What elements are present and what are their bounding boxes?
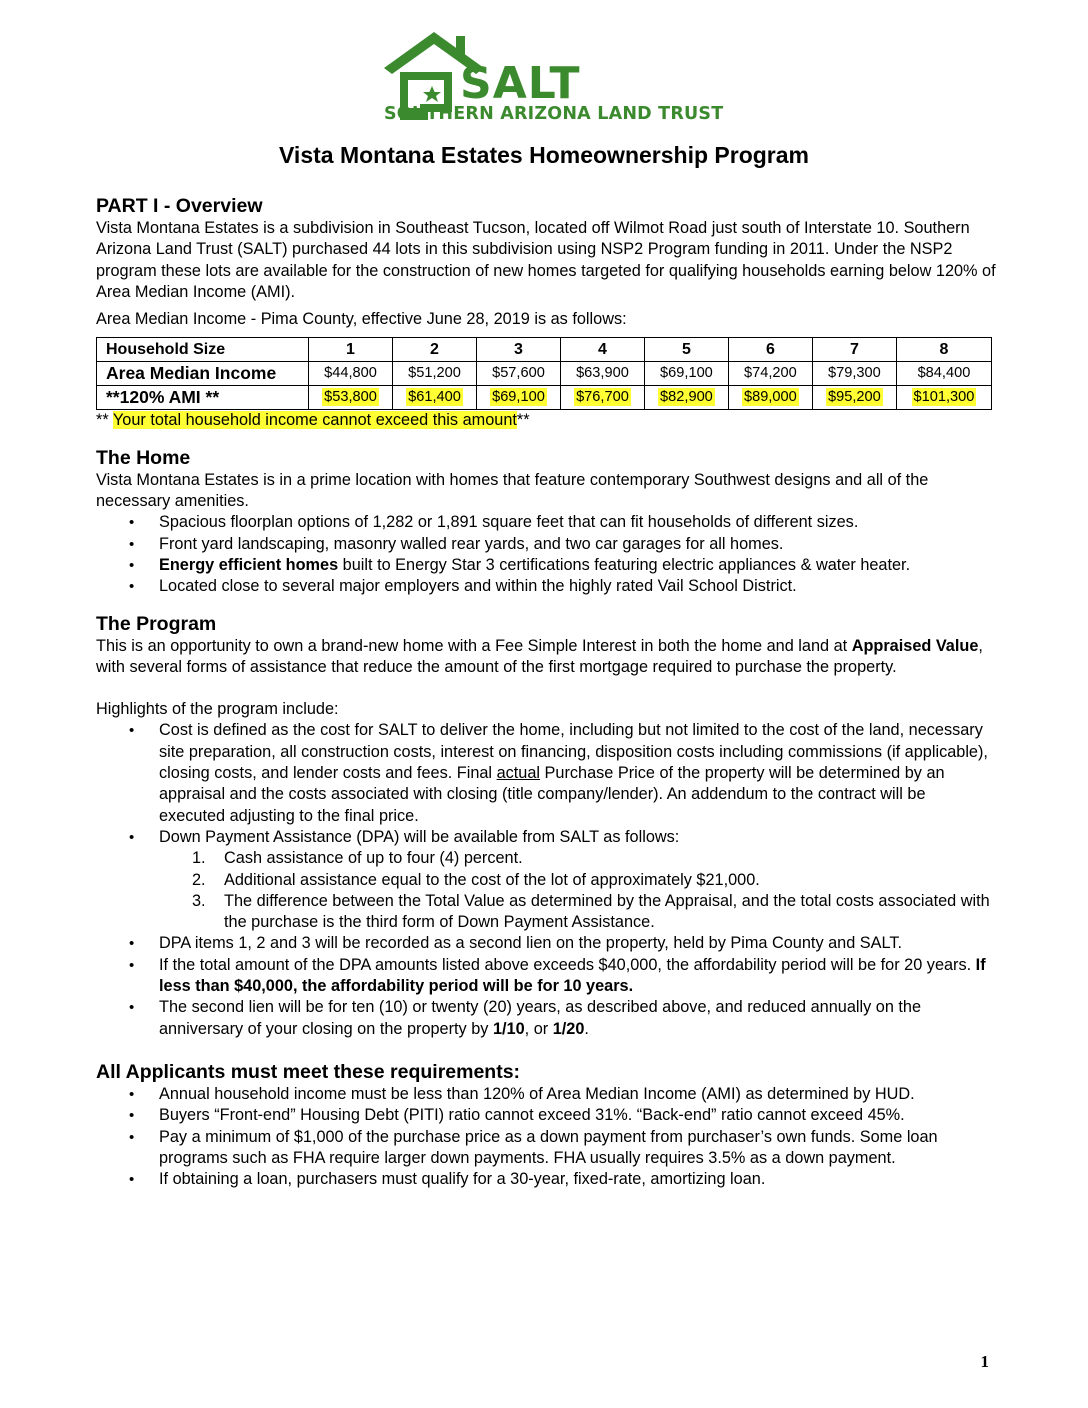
list-item: • Buyers “Front-end” Housing Debt (PITI) ratio cannot exceed 31%. “Back-end” ratio cannot exceed 45%. — [159, 1105, 996, 1126]
table-cell: $84,400 — [896, 362, 991, 386]
list-item-text: built to Energy Star 3 certifications featuring electric appliances & water heater. — [338, 555, 911, 574]
list-item-text: Cash assistance of up to four (4) percent. — [224, 849, 523, 868]
list-item-text: If the total amount of the DPA amounts listed above exceeds $40,000, the affordability period will be for 20 years. — [159, 955, 976, 974]
list-item-text: Cost is defined as the cost for SALT to deliver the home, including but not limited to the cost of the land, necessary site preparation, all construction costs, interest on financing, disposition costs including commissions (if applicable), closing costs, and lender costs and fees. Final — [159, 721, 988, 783]
table-cell: 3 — [476, 338, 560, 362]
list-number: 2. — [192, 870, 206, 889]
bold-text: 1/10 — [492, 1019, 525, 1038]
table-cell: 6 — [728, 338, 812, 362]
list-item-text: , or — [524, 1019, 553, 1038]
list-item — [159, 720, 996, 826]
list-item: • Pay a minimum of $1,000 of the purchase price as a down payment from purchaser’s own funds. Some loan programs such as FHA require larger down payments. FHA usually requires 3.5% as a down payment. — [159, 1127, 996, 1170]
home-paragraph: Vista Montana Estates is in a prime location with homes that feature contemporary Southwest designs and all of the necessary amenities. — [96, 470, 929, 511]
list-item: • Spacious floorplan options of 1,282 or 1,891 square feet that can fit households of different sizes. — [159, 512, 996, 533]
highlights-intro: Highlights of the program include: — [96, 700, 339, 719]
table-cell: $57,600 — [476, 362, 560, 386]
note-prefix: ** — [96, 411, 113, 430]
list-number: 1. — [192, 849, 206, 868]
list-item — [192, 848, 996, 869]
table-cell — [728, 386, 812, 410]
list-item — [159, 955, 996, 998]
note-suffix: ** — [516, 411, 530, 430]
page-title: Vista Montana Estates Homeownership Program — [279, 142, 809, 168]
list-item: • Annual household income must be less than 120% of Area Median Income (AMI) as determined by HUD. — [159, 1084, 996, 1105]
list-item: • DPA items 1, 2 and 3 will be recorded as a second lien on the property, held by Pima County and SALT. — [159, 933, 996, 954]
list-item: • If obtaining a loan, purchasers must qualify for a 30-year, fixed-rate, amortizing loan. — [159, 1169, 996, 1190]
list-item-text: . — [584, 1019, 589, 1038]
list-item: • Front yard landscaping, masonry walled rear yards, and two car garages for all homes. — [159, 534, 996, 555]
table-cell: 1 — [309, 338, 393, 362]
logo-wordmark: SALT — [460, 58, 581, 109]
section-heading-program: The Program — [96, 612, 217, 635]
row-header: **120% AMI ** — [97, 386, 309, 410]
list-item-text: The second lien will be for ten (10) or twenty (20) years, as described above, and reduced annually on the anniversary of your closing on the property by — [159, 998, 922, 1038]
list-item — [192, 870, 996, 891]
highlighted-value: $95,200 — [828, 389, 881, 406]
highlighted-value: $53,800 — [324, 389, 377, 406]
table-cell: 2 — [392, 338, 476, 362]
section-heading-overview: PART I - Overview — [96, 195, 263, 217]
table-cell — [812, 386, 896, 410]
row-header: Household Size — [97, 338, 309, 362]
logo-tagline: SOUTHERN ARIZONA LAND TRUST — [384, 104, 724, 124]
list-item: • Down Payment Assistance (DPA) will be available from SALT as follows: — [159, 827, 996, 848]
table-cell: 4 — [560, 338, 644, 362]
underlined-text: actual — [496, 764, 541, 783]
table-cell: $63,900 — [560, 362, 644, 386]
table-row — [97, 338, 992, 362]
table-row — [97, 362, 992, 386]
note-highlight: Your total household income cannot exceed this amount — [112, 411, 517, 430]
highlighted-value: $61,400 — [408, 389, 461, 406]
section-heading-requirements: All Applicants must meet these requirements: — [96, 1060, 521, 1083]
list-item — [159, 997, 996, 1040]
table-cell: $74,200 — [728, 362, 812, 386]
highlighted-value: $82,900 — [660, 389, 713, 406]
list-item — [192, 891, 996, 934]
table-note — [96, 410, 996, 431]
table-cell: $44,800 — [309, 362, 393, 386]
table-cell: 8 — [896, 338, 991, 362]
table-cell: $51,200 — [392, 362, 476, 386]
page-number: 1 — [980, 1352, 989, 1371]
highlighted-value: $76,700 — [576, 389, 629, 406]
bold-text: If less than $40,000, the affordability period will be for 10 years. — [159, 955, 986, 996]
requirements-bullets — [96, 1084, 996, 1190]
overview-paragraph: Vista Montana Estates is a subdivision in Southeast Tucson, located off Wilmot Road just south of Interstate 10. Southern Arizona Land Trust (SALT) purchased 44 lots in this subdivision using NSP2 Program funding in 2011. Under the NSP2 program these lots are available for the construction of new homes targeted for qualifying households earning below 120% of Area Median Income (AMI). — [96, 219, 996, 301]
home-bullets — [96, 512, 996, 597]
table-cell — [644, 386, 728, 410]
program-text: This is an opportunity to own a brand-new home with a Fee Simple Interest in both the home and land at — [96, 636, 852, 655]
ami-intro: Area Median Income - Pima County, effective June 28, 2019 is as follows: — [96, 310, 627, 329]
program-bullets-continued — [96, 933, 996, 1039]
table-cell — [392, 386, 476, 410]
list-item: • Located close to several major employers and within the highly rated Vail School District. — [159, 576, 996, 597]
list-item-text: Additional assistance equal to the cost of the lot of approximately $21,000. — [224, 870, 760, 889]
list-item — [159, 555, 996, 576]
row-header: Area Median Income — [97, 362, 309, 386]
list-number: 3. — [192, 891, 206, 910]
table-cell — [309, 386, 393, 410]
highlighted-value: $101,300 — [913, 389, 975, 406]
list-item-text: Purchase Price of the property will be determined by an appraisal and the costs associated with closing (title company/lender). An addendum to the contract will be executed adjusting to the final price. — [159, 764, 945, 825]
highlighted-value: $89,000 — [744, 389, 797, 406]
table-row — [97, 386, 992, 410]
program-bullets — [96, 720, 996, 848]
document-body — [96, 194, 996, 1190]
ami-table — [96, 337, 992, 410]
highlighted-value: $69,100 — [492, 389, 545, 406]
table-cell: $79,300 — [812, 362, 896, 386]
program-text: , with several forms of assistance that reduce the amount of the first mortgage required to purchase the property. — [96, 636, 983, 676]
table-cell: 5 — [644, 338, 728, 362]
table-cell — [896, 386, 991, 410]
table-cell: $69,100 — [644, 362, 728, 386]
table-cell: 7 — [812, 338, 896, 362]
dpa-list — [96, 848, 996, 933]
bold-text: Appraised Value — [851, 636, 979, 655]
program-paragraph — [96, 636, 996, 679]
bold-text: Energy efficient homes — [159, 555, 339, 574]
table-cell — [476, 386, 560, 410]
list-item-text: The difference between the Total Value as determined by the Appraisal, and the total costs associated with the purchase is the third form of Down Payment Assistance. — [224, 891, 990, 932]
section-heading-home: The Home — [96, 446, 191, 469]
table-cell — [560, 386, 644, 410]
bold-text: 1/20 — [552, 1019, 585, 1038]
